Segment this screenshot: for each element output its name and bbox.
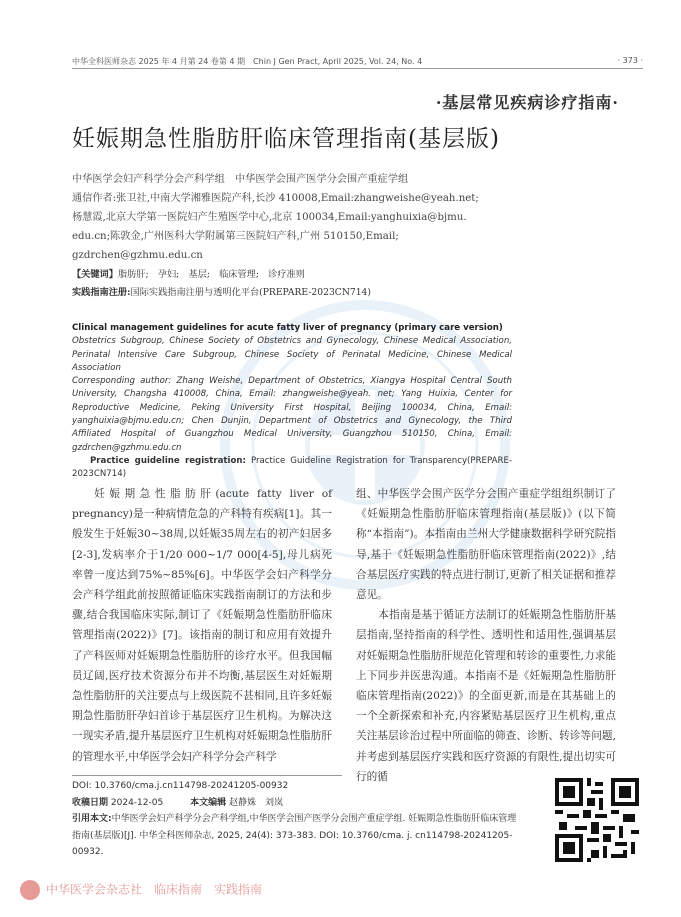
- received-date: 2024-12-05: [110, 797, 164, 808]
- body-paragraph: 组、中华医学会围产医学分会围产重症学组组织制订了《妊娠期急性脂肪肝临床管理指南(基层版)》(以下简称“本指南”)。本指南由兰州大学健康数据科学研究院指导,基于《妊娠期急性脂肪肝临床管理指南(2022)》,结合基层医疗实践的特点进行制订,更新了相关证据和推荐意见。: [356, 488, 616, 602]
- citation-label: 引用本文:: [72, 814, 112, 825]
- doi-line: [72, 778, 524, 795]
- english-registration-label: Practice guideline registration:: [90, 455, 246, 466]
- keywords-label: 【关键词】: [72, 269, 118, 280]
- registration-cn-text: 国际实践指南注册与透明化平台(PREPARE-2023CN714): [130, 287, 371, 298]
- english-affiliations: Obstetrics Subgroup, Chinese Society of Obstetrics and Gynecology, Chinese Medical Association, Perinatal Intensive Care Subgroup, Chinese Society of Perinatal Medicine, Chinese Medical Association Corresponding author: Zhang Weishe, Department of Obstetrics, Xiangya Hospital Central South University, Changsha 410008, China, Email: zhangweishe@yeah. net; Yang Huixia, Center for Reproductive Medicine, Peking University First Hospital, Beijing 100034, China, Email: yanghuixia@bjmu.edu.cn; Chen Dunjin, Department of Obstetrics and Gynecology, the Third Affiliated Hospital of Guangzhou Medical University, Guangzhou 510150, China, Email: gzdrchen@gzhmu.edu.cn: [72, 336, 512, 453]
- english-title: Clinical management guidelines for acute fatty liver of pregnancy (primary care version): [72, 323, 503, 333]
- publisher-seal-icon: [20, 880, 40, 900]
- english-abstract: [72, 322, 512, 482]
- publisher-logo: [20, 880, 262, 900]
- page-title: 妊娠期急性脂肪肝临床管理指南(基层版): [72, 126, 500, 152]
- body-paragraph: 妊娠期急性脂肪肝(acute fatty liver of pregnancy)是一种病情危急的产科特有疾病[1]。其一般发生于妊娠30~38周,以妊娠35周左右的初产妇居多[2-3],发病率介于1/20 000~1/7 000[4-5],母儿病死率曾一度达到75%~85%[6]。中华医学会妇产科学分会产科学组此前按照循证临床实践指南制订的方法和步骤,结合我国临床实际,制订了《妊娠期急性脂肪肝临床管理指南(2022)》[7]。该指南的制订和应用有效提升了产科医师对妊娠期急性脂肪肝的诊疗水平。但我国幅员辽阔,医疗技术资源分布并不均衡,基层医生对妊娠期急性脂肪肝的关注要点与上级医院不甚相同,且许多妊娠期急性脂肪肝孕妇首诊于基层医疗卫生机构。为解决这一现实矛盾,提升基层医疗卫生机构对妊娠期急性脂肪肝的管理水平,中华医学会妇产科学分会产科学: [72, 488, 332, 763]
- running-head: 中华全科医师杂志 2025 年 4 月第 24 卷第 4 期 Chin J Gen Pract, April 2025, Vol. 24, No. 4: [72, 57, 423, 66]
- registration-cn-label: 实践指南注册:: [72, 287, 131, 298]
- header-divider: [72, 68, 643, 69]
- keywords-box: [72, 266, 537, 302]
- keywords-line: [72, 266, 537, 284]
- citation-text: 中华医学会妇产科学分会产科学组,中华医学会围产医学分会围产重症学组. 妊娠期急性脂肪肝临床管理指南(基层版)[J]. 中华全科医师杂志, 2025, 24(4): 373-383. DOI: 10.3760/cma. j. cn114798-20241205-00932.: [72, 814, 517, 858]
- authors-text: 中华医学会妇产科学分会产科学组 中华医学会围产医学分会围产重症学组 通信作者:张卫社,中南大学湘雅医院产科,长沙 410008,Email:zhangweishe@yeah.net; 杨慧霞,北京大学第一医院妇产生殖医学中心,北京 100034,Email:yanghuixia@bjmu. edu.cn;陈敦金,广州医科大学附属第三医院妇产科,广州 510150,Email; gzdrchen@gzhmu.edu.cn: [72, 174, 479, 261]
- article-footer: [72, 778, 524, 861]
- qr-code-icon[interactable]: [555, 778, 639, 862]
- footer-divider: [72, 775, 342, 776]
- body-paragraph: 本指南是基于循证方法制订的妊娠期急性脂肪肝基层指南,坚持指南的科学性、透明性和适用性,强调基层对妊娠期急性脂肪肝规范化管理和转诊的重要性,力求能上下同步并医患沟通。本指南不是《妊娠期急性脂肪肝临床管理指南(2022)》的全面更新,而是在其基础上的一个全新探索和补充,内容紧贴基层医疗卫生机构,重点关注基层诊治过程中所面临的筛查、诊断、转诊等问题,并考虑到基层医疗实践和医疗资源的有限性,提出切实可行的循: [356, 609, 616, 783]
- registration-cn-line: [72, 284, 537, 302]
- column-badge: ·基层常见疾病诊疗指南·: [435, 93, 619, 112]
- citation-line: [72, 811, 524, 861]
- page-number: · 373 ·: [617, 56, 643, 65]
- body-column-left: [72, 484, 332, 767]
- english-registration-text: Practice Guideline Registration for Transparency(PREPARE-2023CN714): [72, 455, 512, 480]
- body-column-right: [356, 484, 616, 787]
- keywords-items: 脂肪肝; 孕妇; 基层; 临床管理; 诊疗准则: [117, 269, 305, 280]
- doi-text[interactable]: DOI: 10.3760/cma.j.cn114798-20241205-00932: [72, 781, 289, 791]
- authors-cn: [72, 170, 502, 265]
- received-line: [72, 795, 524, 812]
- english-registration: [72, 455, 512, 482]
- received-label: 收稿日期: [72, 797, 109, 808]
- editor-names: 赵静姝 刘岚: [228, 797, 283, 808]
- editor-label: 本文编辑: [190, 797, 227, 808]
- publisher-logo-text: 中华医学会杂志社 临床指南 实践指南: [46, 882, 263, 897]
